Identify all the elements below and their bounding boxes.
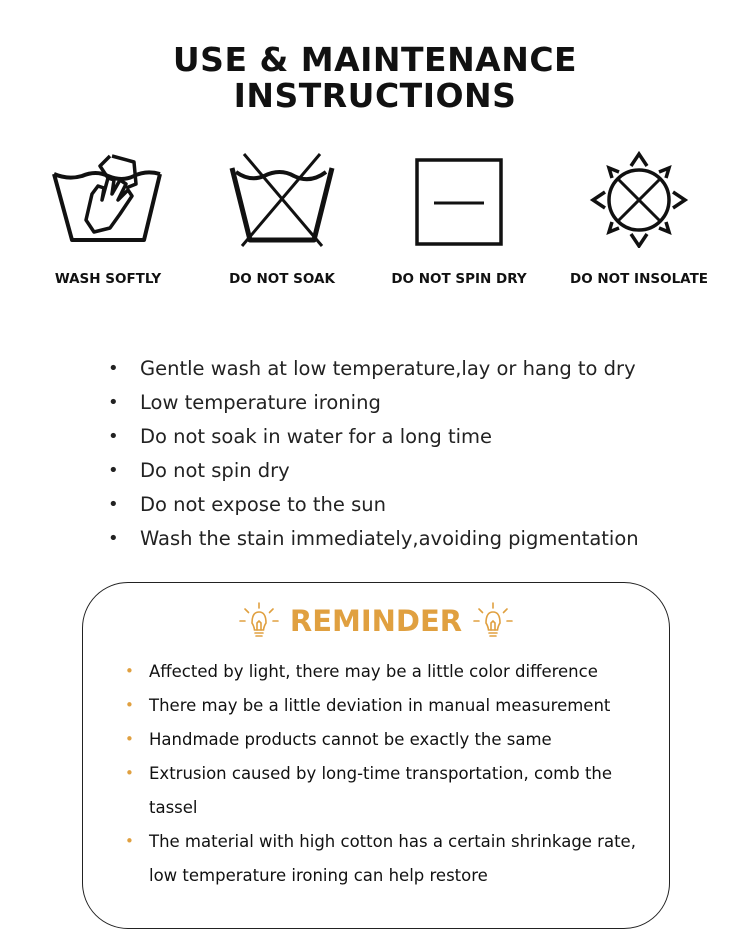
care-instructions-list <box>108 352 728 556</box>
reminder-header <box>83 601 669 649</box>
list-item <box>125 723 655 757</box>
do-not-sun-dry-icon <box>579 148 699 248</box>
care-icon-wash-softly <box>18 148 198 298</box>
list-item-text: There may be a little deviation in manual measurement <box>149 696 611 715</box>
list-item <box>108 420 728 454</box>
lightbulb-icon <box>239 601 279 641</box>
reminder-title: REMINDER <box>289 604 463 638</box>
list-item <box>108 352 728 386</box>
list-item-text: Gentle wash at low temperature,lay or hang to dry <box>140 357 636 380</box>
icon-label: DO NOT INSOLATE <box>569 271 709 287</box>
list-item-text: Wash the stain immediately,avoiding pigmentation <box>140 527 639 550</box>
bullet: • <box>125 662 134 680</box>
list-item <box>125 689 655 723</box>
care-icon-do-not-soak <box>192 148 372 298</box>
reminder-box <box>82 582 670 929</box>
list-item <box>108 522 728 556</box>
list-item-text: Do not expose to the sun <box>140 493 386 516</box>
list-item-text: The material with high cotton has a certain shrinkage rate, low temperature ironing can help restore <box>149 832 636 885</box>
care-icons-row <box>0 148 750 298</box>
hand-wash-icon <box>48 148 168 248</box>
bullet: • <box>108 528 119 549</box>
bullet: • <box>108 392 119 413</box>
care-icon-do-not-spin-dry <box>369 148 549 298</box>
icon-label: DO NOT SPIN DRY <box>391 271 527 287</box>
list-item <box>108 454 728 488</box>
list-item-text: Extrusion caused by long-time transportation, comb the tassel <box>149 764 613 817</box>
icon-label: DO NOT SOAK <box>229 271 335 287</box>
list-item <box>108 488 728 522</box>
do-not-wash-icon <box>222 148 342 248</box>
title-line-2: INSTRUCTIONS <box>233 76 517 115</box>
list-item-text: Low temperature ironing <box>140 391 381 414</box>
care-icon-do-not-insolate <box>549 148 729 298</box>
bullet: • <box>108 426 119 447</box>
list-item <box>125 757 655 825</box>
icon-label: WASH SOFTLY <box>54 271 162 287</box>
bullet: • <box>125 730 134 748</box>
list-item <box>108 386 728 420</box>
list-item-text: Handmade products cannot be exactly the same <box>149 730 552 749</box>
bullet: • <box>108 460 119 481</box>
list-item <box>125 825 655 893</box>
list-item <box>125 655 655 689</box>
list-item-text: Affected by light, there may be a little color difference <box>149 662 598 681</box>
do-not-spin-dry-icon <box>399 148 519 248</box>
list-item-text: Do not soak in water for a long time <box>140 425 493 448</box>
bullet: • <box>125 764 134 782</box>
list-item-text: Do not spin dry <box>140 459 290 482</box>
reminder-list <box>125 655 655 893</box>
title-line-1: USE & MAINTENANCE <box>172 40 578 79</box>
lightbulb-icon <box>473 601 513 641</box>
bullet: • <box>108 494 119 515</box>
bullet: • <box>125 832 134 850</box>
page-title <box>0 42 750 114</box>
bullet: • <box>125 696 134 714</box>
bullet: • <box>108 358 119 379</box>
